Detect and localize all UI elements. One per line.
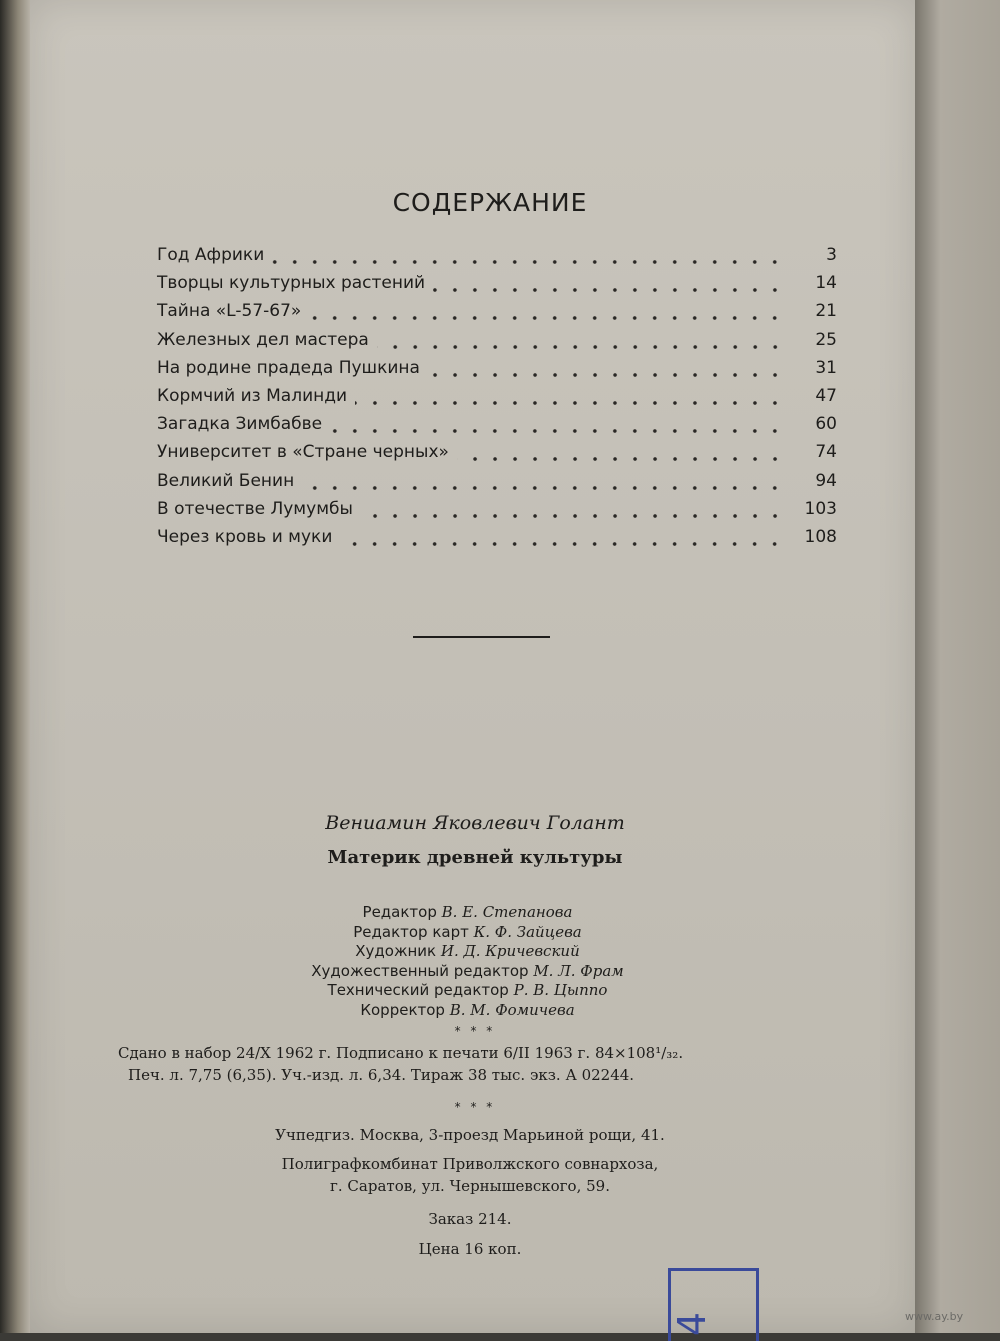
toc-entry — [157, 358, 837, 386]
watermark: www.ay.by — [905, 1310, 964, 1323]
dot-leader — [355, 401, 785, 405]
divider-rule — [413, 636, 550, 638]
toc-entry-page: 21 — [815, 301, 837, 322]
credit-role: Корректор — [360, 1000, 445, 1019]
toc-entry — [157, 301, 837, 329]
toc-entry-label: Железных дел мастера — [157, 329, 369, 350]
print-details-line: Печ. л. 7,75 (6,35). Уч.-изд. л. 6,34. Тираж 38 тыс. экз. А 02244. — [128, 1066, 635, 1084]
toc-entry-page: 14 — [815, 273, 837, 294]
author-name: Вениамин Яковлевич Голант — [325, 812, 625, 834]
toc-entry-page: 31 — [815, 357, 837, 378]
dot-leader — [433, 288, 785, 292]
toc-entry — [157, 442, 837, 470]
dot-leader — [361, 514, 785, 518]
toc-title: СОДЕРЖАНИЕ — [392, 188, 588, 217]
toc-entry-label: Загадка Зимбабве — [157, 414, 323, 435]
toc-entry-page: 47 — [815, 385, 837, 406]
credits-block — [0, 903, 935, 1020]
toc-entry — [157, 386, 837, 414]
credit-name: Р. В. Цыппо — [513, 981, 608, 999]
toc-entry-label: Кормчий из Малинди — [157, 385, 348, 406]
dot-leader — [340, 542, 785, 546]
credit-line — [0, 903, 935, 923]
print-details-line: Сдано в набор 24/X 1962 г. Подписано к печати 6/II 1963 г. 84×108¹/₃₂. — [118, 1044, 684, 1062]
toc-entry — [157, 273, 837, 301]
toc-entry-label: Творцы культурных растений — [157, 273, 426, 294]
printer-address: г. Саратов, ул. Чернышевского, 59. — [330, 1177, 610, 1195]
credit-role: Технический редактор — [327, 981, 509, 999]
separator-stars: * * * — [454, 1024, 496, 1038]
order-number: Заказ 214. — [428, 1210, 512, 1228]
toc-entry — [157, 245, 837, 273]
toc-entry — [157, 330, 837, 358]
credit-role: Редактор — [362, 903, 437, 921]
stamp-digit: 4 — [670, 1311, 715, 1337]
credit-line — [0, 1001, 935, 1021]
toc-entry-page: 60 — [815, 414, 837, 435]
toc-entry-label: Университет в «Стране черных» — [157, 442, 449, 463]
toc-entry — [157, 499, 837, 527]
credit-name: И. Д. Кричевский — [440, 942, 580, 960]
dot-leader — [457, 457, 785, 461]
credit-line — [0, 942, 935, 962]
toc-entry — [157, 414, 837, 442]
dot-leader — [377, 345, 785, 349]
dot-leader — [330, 429, 785, 433]
credit-line — [0, 923, 935, 943]
credit-role: Художественный редактор — [311, 961, 529, 980]
credit-role: Редактор карт — [353, 922, 469, 941]
credit-name: К. Ф. Зайцева — [473, 922, 582, 941]
toc-entry — [157, 471, 837, 499]
credit-name: В. М. Фомичева — [449, 1000, 575, 1019]
printer-name: Полиграфкомбинат Приволжского совнархоза, — [281, 1155, 659, 1173]
dot-leader — [302, 486, 785, 490]
credit-role: Художник — [355, 942, 437, 960]
toc-entry-label: Через кровь и муки — [157, 526, 333, 547]
separator-stars: * * * — [454, 1100, 496, 1114]
toc-entry-page: 25 — [815, 329, 837, 350]
dot-leader — [272, 260, 785, 264]
publisher-address: Учпедгиз. Москва, 3-проезд Марьиной рощи, 41. — [275, 1126, 665, 1144]
toc-entry — [157, 527, 837, 555]
toc-entry-label: Год Африки — [157, 245, 265, 265]
toc-entry-label: На родине прадеда Пушкина — [157, 357, 420, 378]
toc-entry-page: 108 — [804, 526, 837, 547]
credit-line — [0, 962, 935, 982]
toc-entry-label: Великий Бенин — [157, 470, 295, 491]
price: Цена 16 коп. — [418, 1240, 522, 1258]
book-title: Материк древней культуры — [327, 847, 623, 868]
dot-leader — [309, 316, 785, 320]
table-of-contents — [157, 245, 837, 555]
toc-entry-page: 74 — [815, 442, 837, 463]
credit-line — [0, 981, 935, 1001]
toc-entry-page: 3 — [826, 245, 837, 265]
toc-entry-page: 94 — [815, 470, 837, 491]
credit-name: М. Л. Фрам — [533, 961, 624, 980]
credit-name: В. Е. Степанова — [441, 903, 573, 921]
toc-entry-label: Тайна «L-57-67» — [157, 301, 302, 322]
toc-entry-label: В отечестве Лумумбы — [157, 498, 353, 519]
toc-entry-page: 103 — [804, 498, 837, 519]
dot-leader — [428, 373, 785, 377]
